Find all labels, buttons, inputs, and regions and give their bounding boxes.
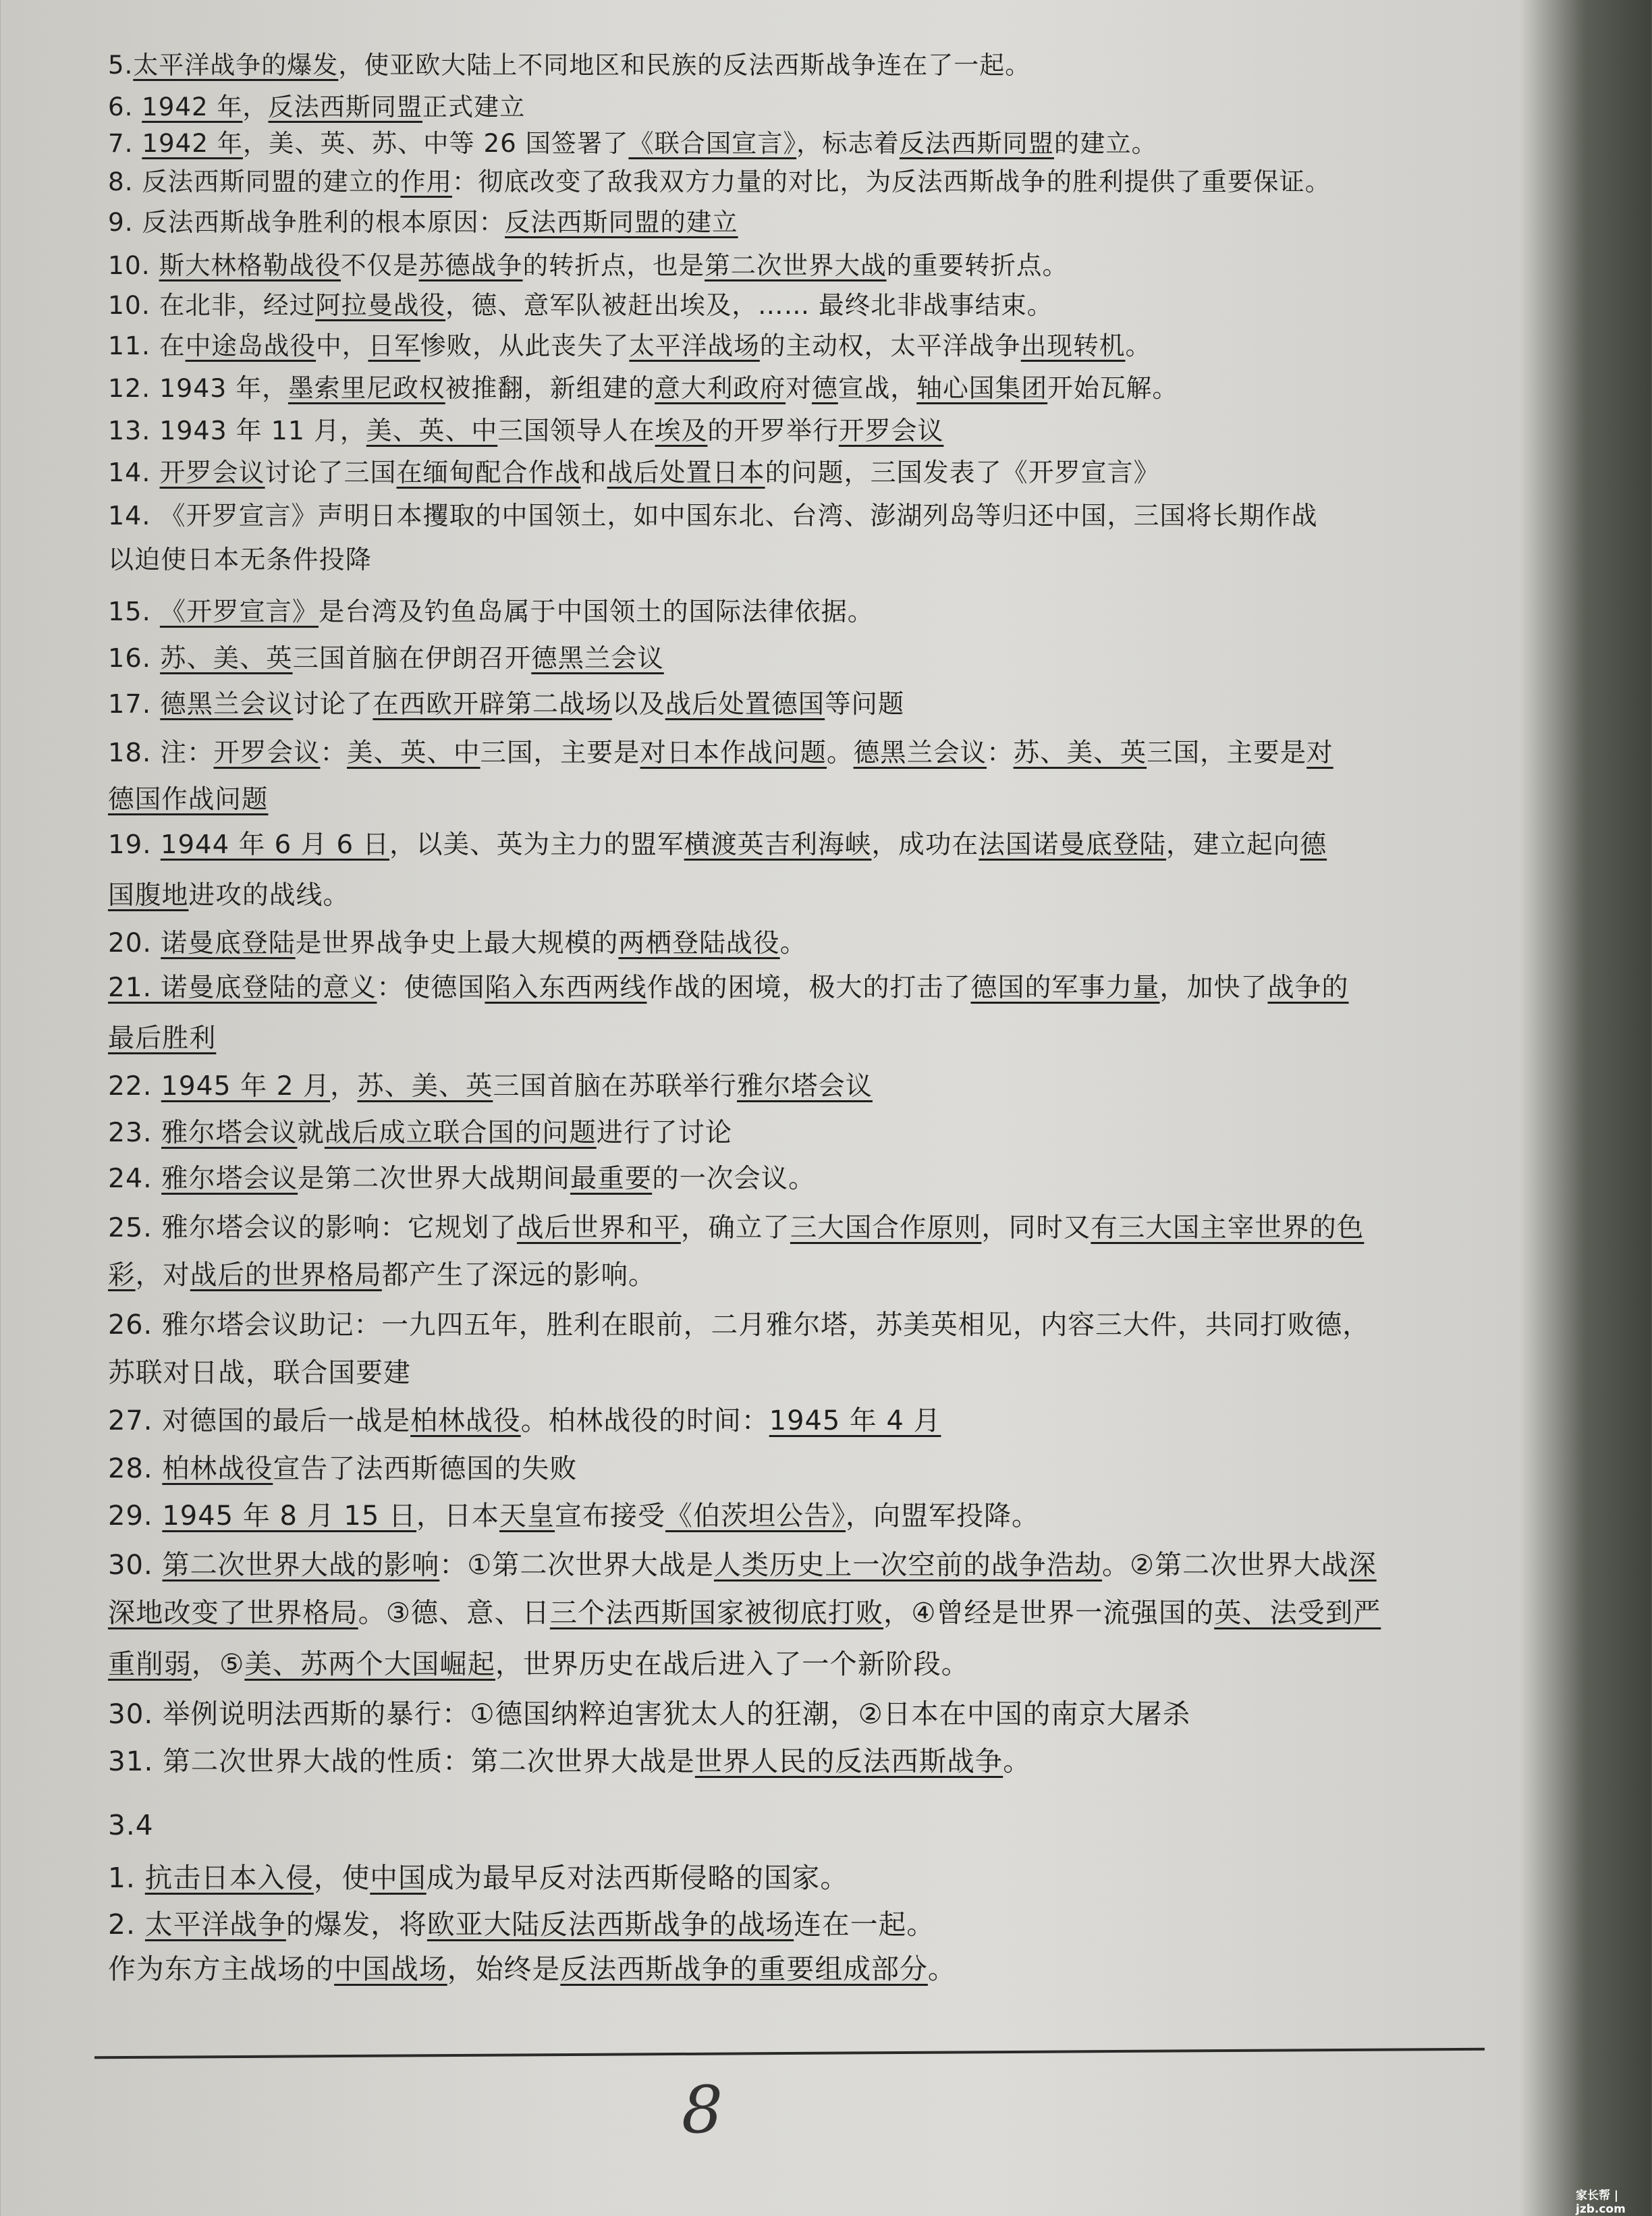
underlined-key-phrase: 战后成立联合国的问题 bbox=[324, 1117, 597, 1148]
text-segment: 。 bbox=[779, 927, 807, 958]
text-segment: 惨败，从此丧失了 bbox=[420, 330, 630, 360]
text-segment: 23. bbox=[108, 1117, 161, 1148]
text-segment: 20. bbox=[108, 927, 161, 958]
text-line bbox=[108, 325, 1151, 362]
watermark-logo: 家长帮 | jzb.com bbox=[1576, 2189, 1626, 2216]
text-segment: 三国首脑在苏联举行 bbox=[493, 1071, 737, 1102]
underlined-key-phrase: 苏、美、英 bbox=[160, 643, 293, 674]
underlined-key-phrase: 反法西斯同盟 bbox=[899, 128, 1054, 159]
underlined-key-phrase: 1945 年 8 月 15 日 bbox=[162, 1501, 417, 1532]
underlined-key-phrase: 1942 年 bbox=[142, 128, 243, 159]
text-line bbox=[108, 922, 807, 960]
underlined-key-phrase: 德黑兰会议 bbox=[531, 643, 664, 674]
text-segment: 17. bbox=[108, 689, 161, 720]
text-segment: 3.4 bbox=[108, 1809, 154, 1842]
underlined-key-phrase: 天皇 bbox=[499, 1501, 555, 1532]
underlined-key-phrase: 太平洋战争的爆发 bbox=[133, 50, 339, 80]
underlined-key-phrase: 在缅甸配合作战 bbox=[396, 458, 581, 487]
text-segment: 14. bbox=[108, 458, 160, 487]
text-segment: 是世界战争史上最大规模的 bbox=[295, 927, 619, 958]
underlined-key-phrase: 雅尔塔会议 bbox=[161, 1163, 298, 1195]
text-segment: ，始终是 bbox=[447, 1953, 561, 1986]
text-line bbox=[108, 1112, 732, 1150]
underlined-key-phrase: 柏林战役 bbox=[410, 1405, 521, 1436]
underlined-key-phrase: 埃及 bbox=[655, 415, 708, 445]
text-segment: 三国领导人在 bbox=[497, 415, 655, 445]
underlined-key-phrase: 阿拉曼战役 bbox=[315, 290, 446, 320]
text-segment: 15. bbox=[108, 597, 160, 627]
text-line bbox=[108, 1447, 577, 1486]
text-segment: 12. 1943 年， bbox=[108, 373, 288, 404]
underlined-key-phrase: 德黑兰会议 bbox=[853, 737, 987, 768]
underlined-key-phrase: 太平洋战争 bbox=[144, 1908, 286, 1941]
text-line bbox=[108, 1494, 1039, 1533]
text-segment: 正式建立 bbox=[422, 92, 526, 122]
text-segment: 9. 反法西斯战争胜利的根本原因： bbox=[108, 207, 505, 237]
text-segment: ，向盟军投降。 bbox=[846, 1501, 1040, 1532]
text-segment: 就 bbox=[297, 1117, 325, 1148]
text-line bbox=[108, 1065, 873, 1103]
underlined-key-phrase: 对日本作战问题 bbox=[640, 737, 827, 768]
underlined-key-phrase: 有三大国主宰世界的色 bbox=[1091, 1212, 1365, 1243]
text-segment: 讨论了三国 bbox=[265, 458, 397, 487]
underlined-key-phrase: 重削弱 bbox=[108, 1648, 192, 1680]
text-segment: 31. 第二次世界大战的性质：第二次世界大战是 bbox=[108, 1745, 695, 1778]
text-line bbox=[108, 1856, 848, 1895]
underlined-key-phrase: 彩 bbox=[108, 1259, 136, 1291]
text-segment: 进行了讨论 bbox=[596, 1117, 733, 1148]
text-line bbox=[108, 245, 1068, 281]
underlined-key-phrase: 最重要 bbox=[570, 1163, 653, 1195]
text-segment: 对 bbox=[786, 373, 812, 404]
text-line bbox=[108, 967, 1349, 1004]
text-segment: ，日本 bbox=[416, 1501, 500, 1532]
text-segment: ，成功在 bbox=[871, 830, 979, 861]
text-segment: ，同时又 bbox=[981, 1212, 1091, 1243]
underlined-key-phrase: 日军 bbox=[368, 330, 420, 360]
text-segment: ，使 bbox=[313, 1861, 370, 1894]
text-line bbox=[108, 161, 1331, 198]
underlined-key-phrase: 中途岛战役 bbox=[185, 330, 316, 360]
underlined-key-phrase: 美、英、中 bbox=[366, 415, 498, 445]
text-line bbox=[108, 591, 874, 628]
text-line bbox=[108, 1809, 154, 1841]
underlined-key-phrase: 欧亚大陆反法西斯战争的战场 bbox=[426, 1908, 794, 1941]
underlined-key-phrase: 深 bbox=[1348, 1550, 1377, 1582]
text-segment: ，确立了 bbox=[680, 1212, 790, 1243]
underlined-key-phrase: 出现转机 bbox=[1020, 330, 1126, 360]
text-segment: 开始瓦解。 bbox=[1047, 373, 1179, 404]
text-segment: 19. bbox=[108, 830, 161, 861]
text-segment: 27. 对德国的最后一战是 bbox=[108, 1405, 411, 1436]
underlined-key-phrase: 中国战场 bbox=[334, 1953, 447, 1986]
text-segment: 。 bbox=[1125, 330, 1152, 360]
text-segment: 26. 雅尔塔会议助记：一九四五年，胜利在眼前，二月雅尔塔，苏美英相见，内容三大件，共同打败德， bbox=[108, 1309, 1370, 1341]
underlined-key-phrase: 抗击日本入侵 bbox=[144, 1861, 314, 1894]
text-line bbox=[108, 45, 1030, 81]
underlined-key-phrase: 苏、美、英 bbox=[1013, 737, 1147, 768]
text-segment: 1. bbox=[108, 1861, 145, 1894]
underlined-key-phrase: 德 bbox=[811, 373, 838, 404]
text-line bbox=[108, 1351, 411, 1390]
text-line bbox=[108, 1207, 1364, 1245]
underlined-key-phrase: 深地改变了世界格局 bbox=[108, 1597, 358, 1629]
underlined-key-phrase: 最后胜利 bbox=[108, 1023, 217, 1054]
text-line bbox=[108, 285, 1053, 321]
text-line bbox=[108, 637, 664, 674]
text-segment: ，使亚欧大陆上不同地区和民族的反法西斯战争连在了一起。 bbox=[338, 50, 1031, 80]
text-line bbox=[108, 1642, 969, 1681]
underlined-key-phrase: 英、法受到严 bbox=[1214, 1597, 1381, 1629]
text-segment: 等问题 bbox=[825, 689, 905, 720]
text-segment: ，世界历史在战后进入了一个新阶段。 bbox=[495, 1648, 970, 1680]
text-segment: 宣战， bbox=[837, 373, 917, 404]
text-segment: 2. bbox=[108, 1908, 145, 1941]
text-segment: 18. 注： bbox=[108, 737, 214, 768]
text-segment: 14. 《开罗宣言》声明日本攫取的中国领土，如中国东北、台湾、澎湖列岛等归还中国，三国将长期作战 bbox=[108, 501, 1318, 531]
text-segment: 5. bbox=[108, 50, 134, 80]
text-segment: ，德、意军队被赶出埃及，…… 最终北非战事结束。 bbox=[445, 290, 1053, 320]
underlined-key-phrase: 1945 年 4 月 bbox=[769, 1405, 941, 1436]
text-line bbox=[108, 1902, 935, 1942]
underlined-key-phrase: 三大国合作原则 bbox=[790, 1212, 982, 1243]
text-segment: 作为东方主战场的 bbox=[108, 1953, 335, 1986]
text-segment: 8. 反法西斯同盟的建立的 bbox=[108, 166, 401, 196]
underlined-key-phrase: 在西欧开辟第二战场 bbox=[373, 689, 612, 720]
text-segment: 的爆发，将 bbox=[285, 1908, 427, 1941]
footer-divider bbox=[94, 2048, 1485, 2059]
text-line bbox=[108, 1592, 1381, 1630]
text-segment: ，以美、英为主力的盟军 bbox=[389, 830, 684, 861]
text-segment: 28. bbox=[108, 1453, 163, 1484]
underlined-key-phrase: 第二次世界大战的影响 bbox=[162, 1550, 440, 1582]
underlined-key-phrase: 反法西斯同盟的建立 bbox=[505, 207, 738, 237]
underlined-key-phrase: 反法西斯同盟 bbox=[268, 92, 422, 122]
text-segment: 宣布接受 bbox=[555, 1501, 666, 1532]
text-segment: 中， bbox=[316, 330, 368, 360]
underlined-key-phrase: 21. 诺曼底登陆的意义 bbox=[108, 973, 377, 1004]
underlined-key-phrase: 战后世界和平 bbox=[516, 1212, 681, 1243]
underlined-key-phrase: 《开罗宣言》 bbox=[159, 597, 319, 627]
text-segment: 。 bbox=[927, 1953, 956, 1986]
text-line bbox=[108, 1739, 1031, 1779]
text-segment: 的重要转折点。 bbox=[886, 250, 1069, 281]
text-segment: 16. bbox=[108, 643, 161, 674]
underlined-key-phrase: 法国诺曼底登陆 bbox=[979, 830, 1167, 861]
text-segment: 的开罗举行 bbox=[707, 415, 839, 445]
text-segment: 25. 雅尔塔会议的影响：它规划了 bbox=[108, 1212, 517, 1243]
text-line bbox=[108, 452, 1160, 489]
text-line bbox=[108, 683, 904, 720]
underlined-key-phrase: 国腹地 bbox=[108, 880, 189, 911]
text-segment: 的问题，三国发表了《开罗宣言》 bbox=[765, 458, 1160, 487]
text-segment: 24. bbox=[108, 1163, 162, 1195]
text-segment: ：彻底改变了敌我双方力量的对比，为反法西斯战争的胜利提供了重要保证。 bbox=[452, 166, 1331, 196]
underlined-key-phrase: 开罗会议 bbox=[213, 737, 321, 768]
underlined-key-phrase: 《联合国宣言》 bbox=[628, 128, 797, 159]
underlined-key-phrase: 美、苏两个大国崛起 bbox=[244, 1648, 495, 1680]
text-segment: ，加快了 bbox=[1159, 973, 1268, 1004]
underlined-key-phrase: 战后的世界格局 bbox=[190, 1259, 382, 1291]
text-segment: 。 bbox=[1003, 1745, 1031, 1778]
underlined-key-phrase: 苏德战争 bbox=[418, 250, 523, 281]
underlined-key-phrase: 三个法西斯国家被彻底打败 bbox=[549, 1597, 884, 1629]
underlined-key-phrase: 诺曼底登陆 bbox=[161, 927, 296, 958]
underlined-key-phrase: 开罗会议 bbox=[159, 458, 265, 487]
text-segment: 的转折点，也是 bbox=[522, 250, 705, 281]
underlined-key-phrase: 战后处置德国 bbox=[665, 689, 825, 720]
underlined-key-phrase: 《伯茨坦公告》 bbox=[665, 1501, 846, 1532]
underlined-key-phrase: 1942 年 bbox=[142, 92, 243, 122]
text-segment: ，⑤ bbox=[191, 1648, 245, 1680]
text-segment: ，美、英、苏、中等 26 国签署了 bbox=[242, 128, 629, 159]
underlined-key-phrase: 开罗会议 bbox=[838, 415, 944, 445]
text-line bbox=[108, 539, 372, 576]
text-segment: ， bbox=[330, 1071, 358, 1102]
text-line bbox=[108, 1303, 1370, 1342]
text-segment: 7. bbox=[108, 128, 142, 159]
text-segment: 连在一起。 bbox=[794, 1908, 935, 1941]
text-line bbox=[108, 1544, 1377, 1582]
underlined-key-phrase: 墨索里尼政权 bbox=[287, 373, 445, 404]
text-line bbox=[108, 732, 1333, 769]
text-segment: 的主动权，太平洋战争 bbox=[759, 330, 1021, 360]
underlined-key-phrase: 雅尔塔会议 bbox=[161, 1117, 298, 1148]
underlined-key-phrase: 德 bbox=[1300, 830, 1327, 861]
underlined-key-phrase: 1945 年 2 月 bbox=[161, 1071, 331, 1102]
underlined-key-phrase: 太平洋战场 bbox=[629, 330, 760, 360]
text-segment: ： bbox=[320, 737, 347, 768]
text-line bbox=[108, 1399, 941, 1438]
text-segment: 和 bbox=[580, 458, 607, 487]
underlined-key-phrase: 战后处置日本 bbox=[607, 458, 765, 487]
text-segment: ，建立起向 bbox=[1166, 830, 1300, 861]
text-segment: 6. bbox=[108, 92, 142, 122]
text-segment: 的建立。 bbox=[1054, 128, 1157, 159]
text-segment: 宣告了法西斯德国的失败 bbox=[273, 1453, 578, 1484]
underlined-key-phrase: 1944 年 6 月 6 日 bbox=[160, 830, 390, 861]
text-segment: ，标志着 bbox=[796, 128, 900, 159]
text-line bbox=[108, 1947, 956, 1987]
text-segment: 的一次会议。 bbox=[652, 1163, 816, 1195]
underlined-key-phrase: 德国的军事力量 bbox=[970, 973, 1160, 1004]
text-segment: 以及 bbox=[611, 689, 665, 720]
text-line bbox=[108, 367, 1178, 404]
text-segment: 。柏林战役的时间： bbox=[520, 1405, 769, 1436]
text-segment: ：使德国 bbox=[377, 973, 485, 1004]
text-segment: 10. bbox=[108, 250, 159, 281]
text-segment: 29. bbox=[108, 1501, 163, 1532]
text-line bbox=[108, 1253, 656, 1292]
text-segment: ： bbox=[987, 737, 1014, 768]
text-segment: 。③德、意、日 bbox=[358, 1597, 550, 1629]
underlined-key-phrase: 德国作战问题 bbox=[108, 784, 269, 815]
text-segment: 讨论了 bbox=[293, 689, 373, 720]
text-line bbox=[108, 410, 943, 447]
text-line bbox=[108, 1158, 816, 1195]
text-segment: 22. bbox=[108, 1071, 161, 1102]
text-segment: ， bbox=[242, 92, 269, 122]
text-line bbox=[108, 1017, 216, 1055]
underlined-key-phrase: 反法西斯战争的重要组成部分 bbox=[560, 1953, 928, 1986]
page-number: 8 bbox=[682, 2072, 723, 2148]
text-segment: 都产生了深远的影响。 bbox=[381, 1259, 656, 1291]
text-segment: 13. 1943 年 11 月， bbox=[108, 415, 366, 445]
underlined-key-phrase: 两栖登陆战役 bbox=[618, 927, 780, 958]
underlined-key-phrase: 横渡英吉利海峡 bbox=[684, 830, 872, 861]
text-segment: 11. 在 bbox=[108, 330, 186, 360]
text-segment: 苏联对日战，联合国要建 bbox=[108, 1357, 411, 1389]
underlined-key-phrase: 德黑兰会议 bbox=[160, 689, 294, 720]
text-segment: 作战的困境，极大的打击了 bbox=[646, 973, 971, 1004]
text-line bbox=[108, 123, 1157, 159]
text-segment: 是台湾及钓鱼岛属于中国领土的国际法律依据。 bbox=[319, 597, 874, 627]
text-segment: 30. 举例说明法西斯的暴行：①德国纳粹迫害犹太人的狂潮，②日本在中国的南京大屠杀 bbox=[108, 1697, 1191, 1730]
text-segment: 三国，主要是 bbox=[480, 737, 640, 768]
underlined-key-phrase: 雅尔塔会议 bbox=[737, 1071, 873, 1102]
text-segment: 是第二次世界大战期间 bbox=[298, 1163, 571, 1195]
underlined-key-phrase: 意大利政府 bbox=[655, 373, 786, 404]
underlined-key-phrase: 陷入东西两线 bbox=[485, 973, 647, 1004]
underlined-key-phrase: 对 bbox=[1306, 737, 1333, 768]
underlined-key-phrase: 苏、美、英 bbox=[357, 1071, 493, 1102]
text-segment: 不仅是 bbox=[341, 250, 419, 281]
text-segment: 10. 在北非，经过 bbox=[108, 290, 316, 320]
text-line bbox=[108, 86, 525, 123]
underlined-key-phrase: 第二次世界大战 bbox=[705, 250, 887, 281]
text-segment: 被推翻，新组建的 bbox=[445, 373, 655, 404]
text-segment: 三国首脑在伊朗召开 bbox=[292, 643, 532, 674]
text-line bbox=[108, 823, 1327, 861]
underlined-key-phrase: 斯大林格勒战役 bbox=[159, 250, 341, 281]
text-segment: ：①第二次世界大战是 bbox=[439, 1550, 714, 1582]
text-segment: 三国，主要是 bbox=[1147, 737, 1307, 768]
underlined-key-phrase: 人类历史上一次空前的战争浩劫 bbox=[713, 1550, 1103, 1582]
text-segment: ，④曾经是世界一流强国的 bbox=[883, 1597, 1215, 1629]
text-line bbox=[108, 779, 268, 816]
text-line bbox=[108, 1692, 1190, 1731]
underlined-key-phrase: 美、英、中 bbox=[347, 737, 480, 768]
text-segment: 进攻的战线。 bbox=[188, 880, 350, 911]
underlined-key-phrase: 中国 bbox=[370, 1861, 426, 1894]
text-segment: ，对 bbox=[135, 1259, 190, 1291]
underlined-key-phrase: 轴心国集团 bbox=[916, 373, 1048, 404]
text-segment: 30. bbox=[108, 1550, 163, 1582]
text-line bbox=[108, 874, 350, 912]
text-segment: 以迫使日本无条件投降 bbox=[108, 544, 372, 574]
text-line bbox=[108, 495, 1318, 532]
text-segment: 成为最早反对法西斯侵略的国家。 bbox=[426, 1861, 849, 1894]
text-line bbox=[108, 202, 738, 238]
text-segment: 。 bbox=[827, 737, 854, 768]
underlined-key-phrase: 战争的 bbox=[1267, 973, 1349, 1004]
underlined-key-phrase: 作用 bbox=[400, 166, 453, 196]
text-segment: 。②第二次世界大战 bbox=[1102, 1550, 1349, 1582]
underlined-key-phrase: 柏林战役 bbox=[162, 1453, 273, 1484]
underlined-key-phrase: 世界人民的反法西斯战争 bbox=[694, 1745, 1003, 1778]
